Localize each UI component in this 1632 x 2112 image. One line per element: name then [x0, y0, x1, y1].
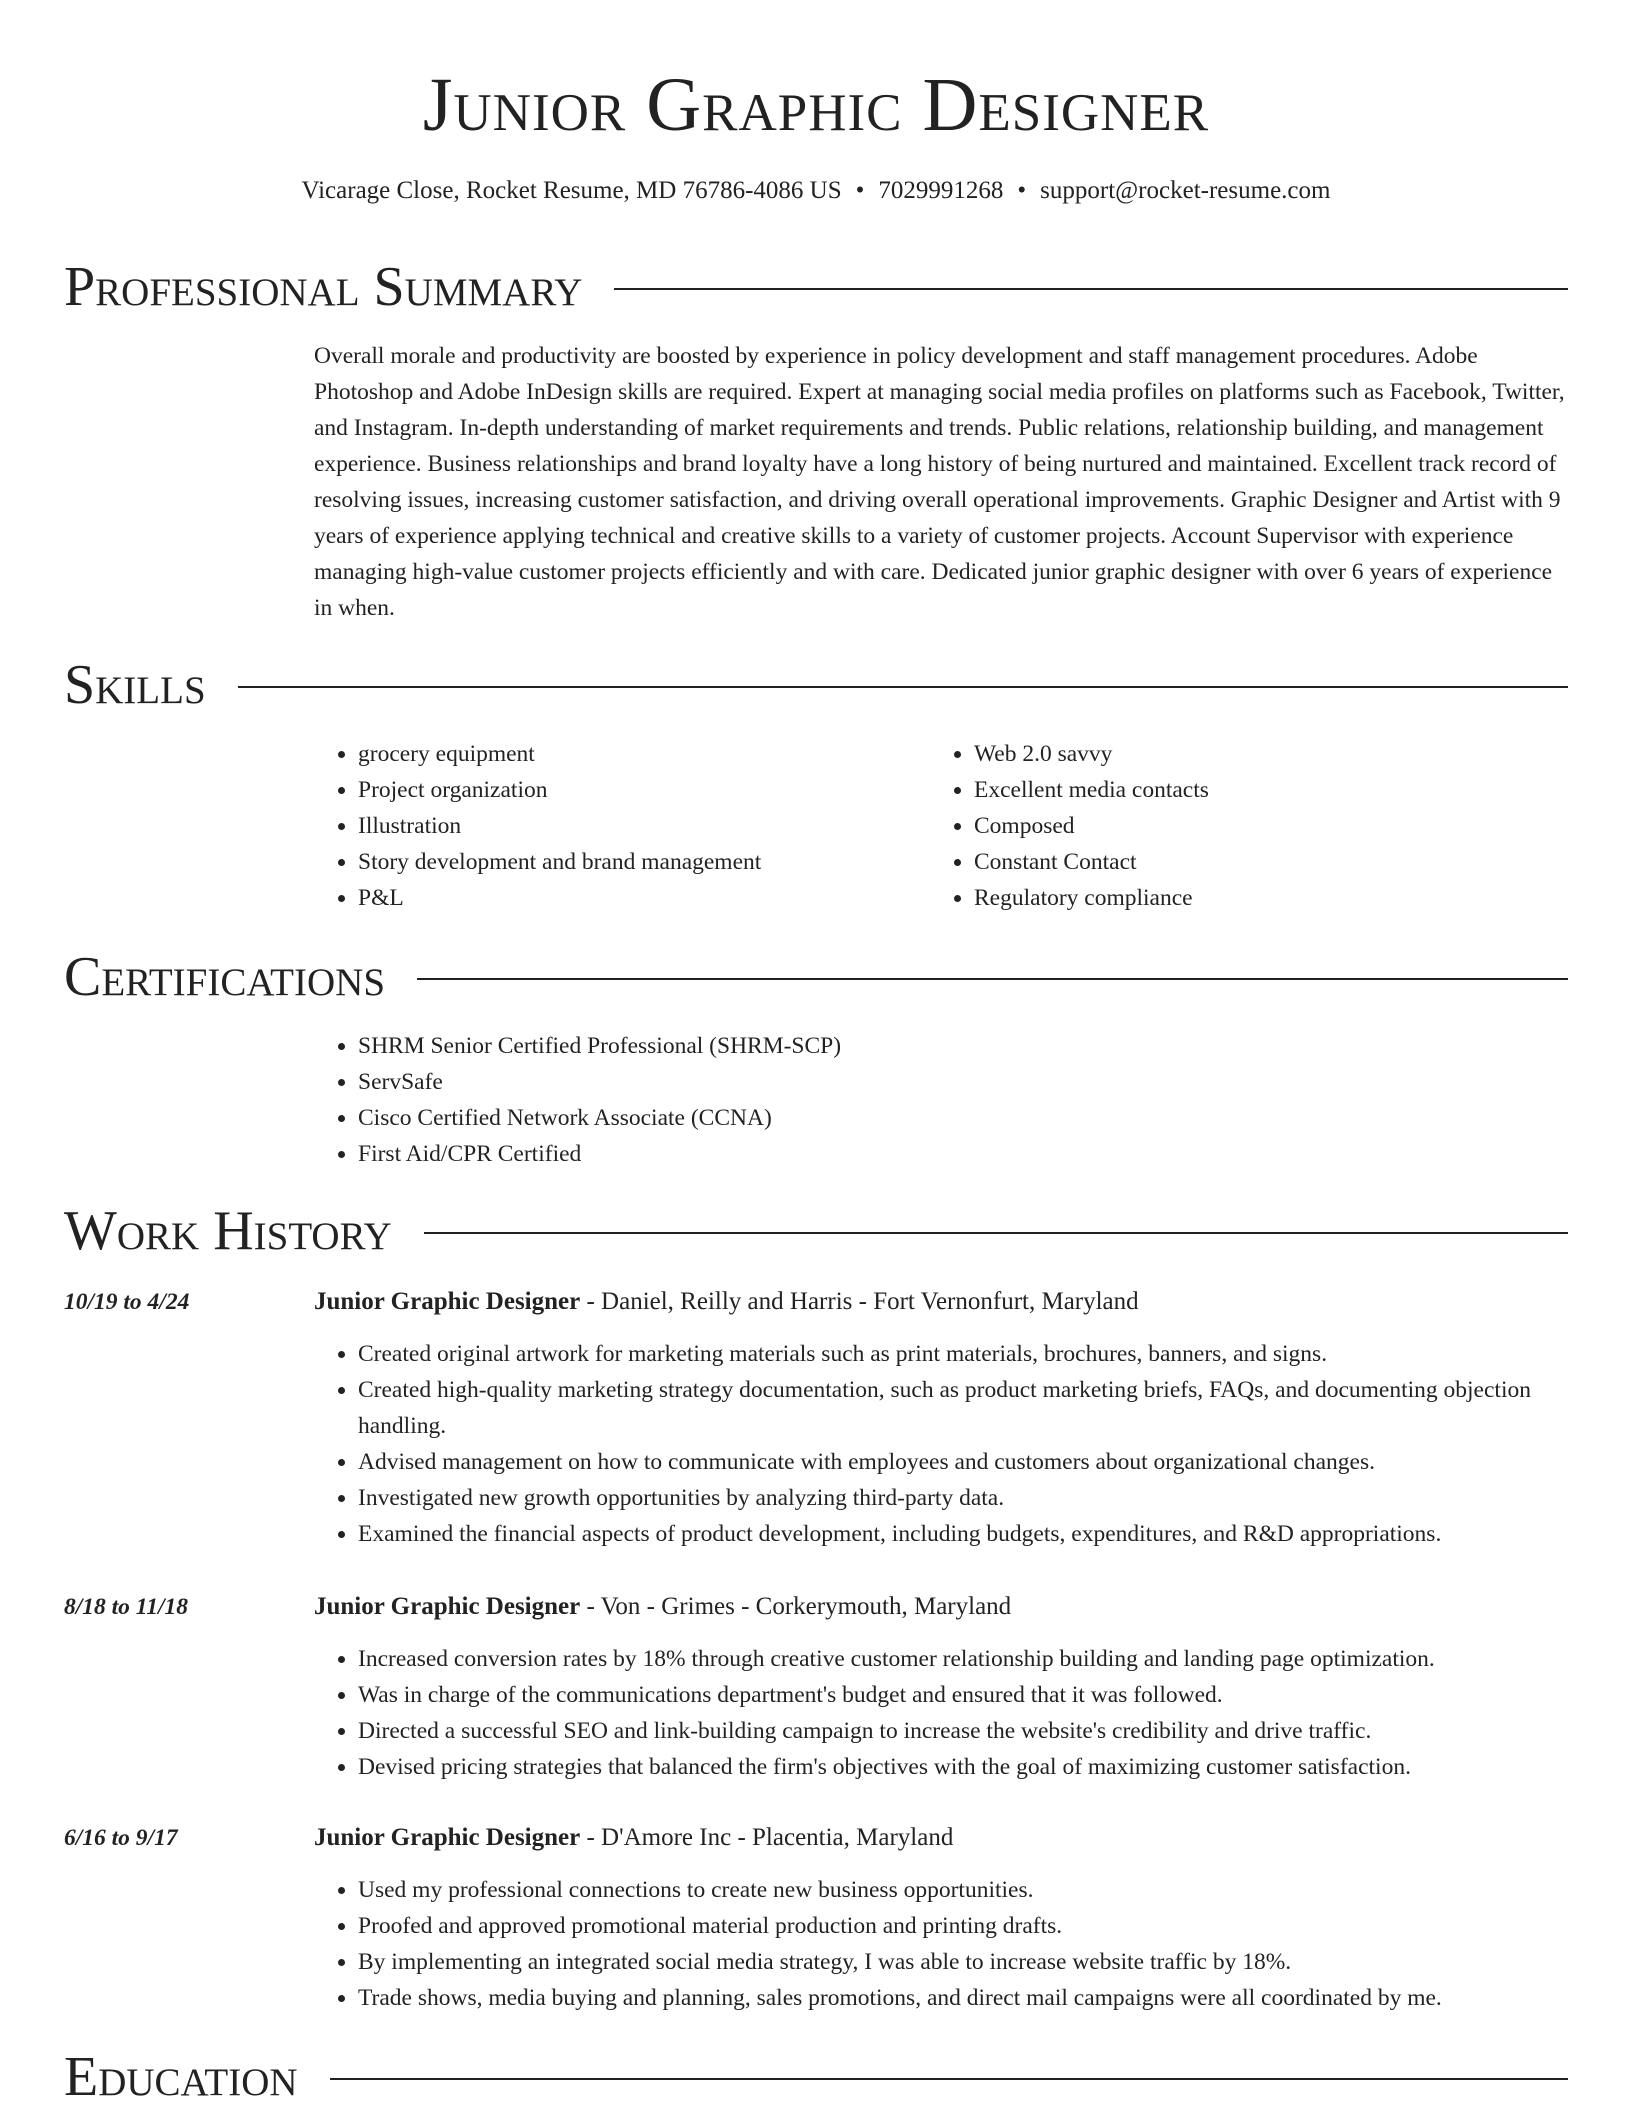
- separator: •: [1017, 177, 1027, 204]
- section-rule: [330, 2078, 1568, 2080]
- section-rule: [417, 978, 1568, 980]
- section-title: Work History: [64, 1200, 392, 1262]
- skill-item: • Excellent media contacts: [974, 772, 1546, 808]
- separator: •: [855, 177, 865, 204]
- skill-item: • Constant Contact: [974, 844, 1546, 880]
- contact-line: [0, 174, 1632, 208]
- skill-item: • P&L: [358, 880, 930, 916]
- job-title: Junior Graphic Designer: [314, 1824, 581, 1851]
- section-rule: [238, 686, 1568, 688]
- duty-item: • Proofed and approved promotional material production and printing drafts.: [358, 1908, 1568, 1944]
- certification-item: • Cisco Certified Network Associate (CCNA): [358, 1100, 1568, 1136]
- duty-item: • Examined the financial aspects of product development, including budgets, expenditures, and R&D appropriations.: [358, 1516, 1568, 1552]
- skill-item: • Web 2.0 savvy: [974, 736, 1546, 772]
- certification-item: • SHRM Senior Certified Professional (SHRM-SCP): [358, 1028, 1568, 1064]
- duty-item: • Trade shows, media buying and planning, sales promotions, and direct mail campaigns were all coordinated by me.: [358, 1980, 1568, 2016]
- duty-item: • Devised pricing strategies that balanced the firm's objectives with the goal of maximizing customer satisfaction.: [358, 1749, 1568, 1785]
- job-duties: [314, 1641, 1568, 1785]
- section-title: Certifications: [64, 946, 386, 1008]
- section-rule: [424, 1232, 1568, 1234]
- job-dates: 8/18 to 11/18: [64, 1594, 189, 1620]
- section-title: Professional Summary: [64, 256, 583, 318]
- certification-item: • First Aid/CPR Certified: [358, 1136, 1568, 1172]
- email: support@rocket-resume.com: [1040, 177, 1331, 204]
- summary-paragraph: Overall morale and productivity are boosted by experience in policy development and staff management procedures. Adobe Photoshop and Adobe InDesign skills are required. Expert at managing social media profiles on platforms such as Facebook, Twitter, and Instagram. In-depth understanding of market requirements and trends. Public relations, relationship building, and management experience. Business relationships and brand loyalty have a long history of being nurtured and maintained. Excellent track record of resolving issues, increasing customer satisfaction, and driving overall operational improvements. Graphic Designer and Artist with 9 years of experience applying technical and creative skills to a variety of customer projects. Account Supervisor with experience managing high-value customer projects efficiently and with care. Dedicated junior graphic designer with over 6 years of experience in when.: [314, 343, 1565, 621]
- section-header-certifications: [64, 942, 1568, 1012]
- duty-item: • By implementing an integrated social media strategy, I was able to increase website traffic by 18%.: [358, 1944, 1568, 1980]
- skill-item: • Composed: [974, 808, 1546, 844]
- job-headline: [314, 1820, 953, 1856]
- job-employer: - D'Amore Inc - Placentia, Maryland: [580, 1824, 954, 1851]
- duty-item: • Created high-quality marketing strategy documentation, such as product marketing briefs, FAQs, and documenting objection handling.: [358, 1372, 1568, 1444]
- skill-item: • Regulatory compliance: [974, 880, 1546, 916]
- duty-item: • Investigated new growth opportunities by analyzing third-party data.: [358, 1480, 1568, 1516]
- skills-column-left: [314, 736, 930, 916]
- address: Vicarage Close, Rocket Resume, MD 76786-4086 US: [301, 177, 842, 204]
- skills-list: [314, 736, 1568, 916]
- job-headline: [314, 1284, 1139, 1320]
- job-dates: 6/16 to 9/17: [64, 1825, 178, 1851]
- section-header-education: [64, 2042, 1568, 2112]
- certification-item: • ServSafe: [358, 1064, 1568, 1100]
- resume-name: Junior Graphic Designer: [422, 63, 1210, 147]
- duty-item: • Increased conversion rates by 18% through creative customer relationship building and landing page optimization.: [358, 1641, 1568, 1677]
- duty-item: • Created original artwork for marketing materials such as print materials, brochures, banners, and signs.: [358, 1336, 1568, 1372]
- job-employer: - Von - Grimes - Corkerymouth, Maryland: [580, 1593, 1012, 1620]
- job-employer: - Daniel, Reilly and Harris - Fort Vernonfurt, Maryland: [580, 1288, 1139, 1315]
- section-header-summary: [64, 252, 1568, 322]
- phone: 7029991268: [878, 177, 1004, 204]
- certifications-list: [314, 1028, 1568, 1172]
- job-title: Junior Graphic Designer: [314, 1593, 581, 1620]
- job-dates: 10/19 to 4/24: [64, 1289, 190, 1315]
- skills-column-right: [930, 736, 1546, 916]
- job-duties: [314, 1336, 1568, 1552]
- duty-item: • Directed a successful SEO and link-building campaign to increase the website's credibility and drive traffic.: [358, 1713, 1568, 1749]
- section-title: Education: [64, 2046, 298, 2108]
- duty-item: • Used my professional connections to create new business opportunities.: [358, 1872, 1568, 1908]
- section-title: Skills: [64, 654, 206, 716]
- skill-item: • Illustration: [358, 808, 930, 844]
- section-header-work-history: [64, 1196, 1568, 1266]
- duty-item: • Advised management on how to communicate with employees and customers about organizational changes.: [358, 1444, 1568, 1480]
- skill-item: • Project organization: [358, 772, 930, 808]
- section-header-skills: [64, 650, 1568, 720]
- duty-item: • Was in charge of the communications department's budget and ensured that it was followed.: [358, 1677, 1568, 1713]
- job-title: Junior Graphic Designer: [314, 1288, 581, 1315]
- job-headline: [314, 1589, 1011, 1625]
- skill-item: • grocery equipment: [358, 736, 930, 772]
- job-duties: [314, 1872, 1568, 2016]
- skill-item: • Story development and brand management: [358, 844, 930, 880]
- section-rule: [614, 288, 1568, 290]
